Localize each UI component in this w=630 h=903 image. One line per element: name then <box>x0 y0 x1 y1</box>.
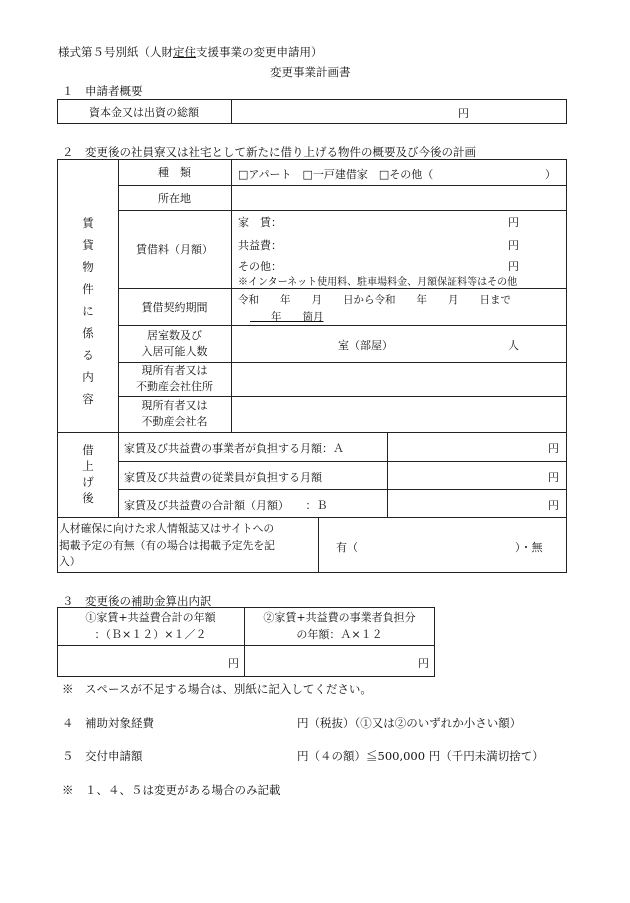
rooms-value: 室（部屋） <box>338 339 393 352</box>
recruit-no: ）・無 <box>515 541 543 554</box>
section5-value: 円（４の額）≦500,000 円（千円未満切捨て） <box>297 749 544 763</box>
total-label: 家賃及び共益費の合計額（月額） ：Ｂ <box>124 499 328 512</box>
rent-line: 家 賃： <box>238 216 282 229</box>
type-label: 種 類 <box>158 166 191 179</box>
rooms-label: 居室数及び 入居可能人数 <box>141 328 208 358</box>
common-line: 共益費： <box>238 239 282 252</box>
property-side-label: 賃 貸 物 件 に 係 る 内 容 <box>82 216 94 406</box>
other-line: その他： <box>238 260 282 273</box>
footer-note: ※ １、４、５は変更がある場合のみ記載 <box>62 783 281 797</box>
section4-label: ４ 補助対象経費 <box>62 716 154 730</box>
section3-heading: ３ 変更後の補助金算出内訳 <box>62 594 212 608</box>
employer-burden-label: 家賃及び共益費の事業者が負担する月額：Ａ <box>124 442 344 455</box>
employee-burden-label: 家賃及び共益費の従業員が負担する月額 <box>124 471 322 484</box>
capital-unit: 円 <box>458 107 469 120</box>
total-unit: 円 <box>548 499 559 512</box>
employer-burden-unit: 円 <box>548 442 559 455</box>
recruit-label: 人材確保に向けた求人情報誌又はサイトへの 掲載予定の有無（有の場合は掲載予定先を記 入） <box>59 522 275 568</box>
employee-burden-unit: 円 <box>548 471 559 484</box>
recruit-yes: 有（ <box>336 541 358 554</box>
section2-heading: ２ 変更後の社員寮又は社宅として新たに借り上げる物件の概要及び今後の計画 <box>62 145 476 159</box>
owner-name-label: 現所有者又は 不動産会社名 <box>141 399 208 428</box>
persons-unit: 人 <box>508 339 519 352</box>
other-note: ※インターネット使用料、駐車場料金、月額保証料等はその他 <box>238 277 518 288</box>
section1-heading: １ 申請者概要 <box>62 84 143 98</box>
employer-annual-header: ②家賃+共益費の事業者負担分 の年額：Ａ×１２ <box>263 611 416 641</box>
contract-line2: 年 箇月 <box>271 311 324 323</box>
location-label: 所在地 <box>158 191 191 205</box>
capital-label: 資本金又は出資の総額 <box>89 105 199 119</box>
common-unit: 円 <box>508 239 519 252</box>
after-side-label: 借 上 げ 後 <box>82 443 94 505</box>
rent-label: 賃借料（月額） <box>136 243 213 256</box>
type-close: ） <box>545 168 556 181</box>
employer-annual-unit: 円 <box>418 657 429 670</box>
form-number: 様式第５号別紙（人財定住支援事業の変更申請用） <box>58 45 323 59</box>
section4-value: 円（税抜）（①又は②のいずれか小さい額） <box>297 716 522 730</box>
owner-address-label: 現所有者又は 不動産会社住所 <box>136 364 213 393</box>
annual-total-unit: 円 <box>228 657 239 670</box>
space-note: ※ スペースが不足する場合は、別紙に記入してください。 <box>62 682 372 696</box>
contract-label: 賃借契約期間 <box>141 300 208 314</box>
other-unit: 円 <box>508 260 519 273</box>
contract-line1: 令和 年 月 日から令和 年 月 日まで <box>238 294 511 306</box>
page-title: 変更事業計画書 <box>270 65 351 79</box>
rent-unit: 円 <box>508 216 519 229</box>
section5-label: ５ 交付申請額 <box>62 749 143 763</box>
type-options: □アパート □一戸建借家 □その他（ <box>238 168 434 181</box>
annual-total-header: ①家賃+共益費合計の年額 ：（Ｂ×１２）×１／２ <box>85 611 216 641</box>
